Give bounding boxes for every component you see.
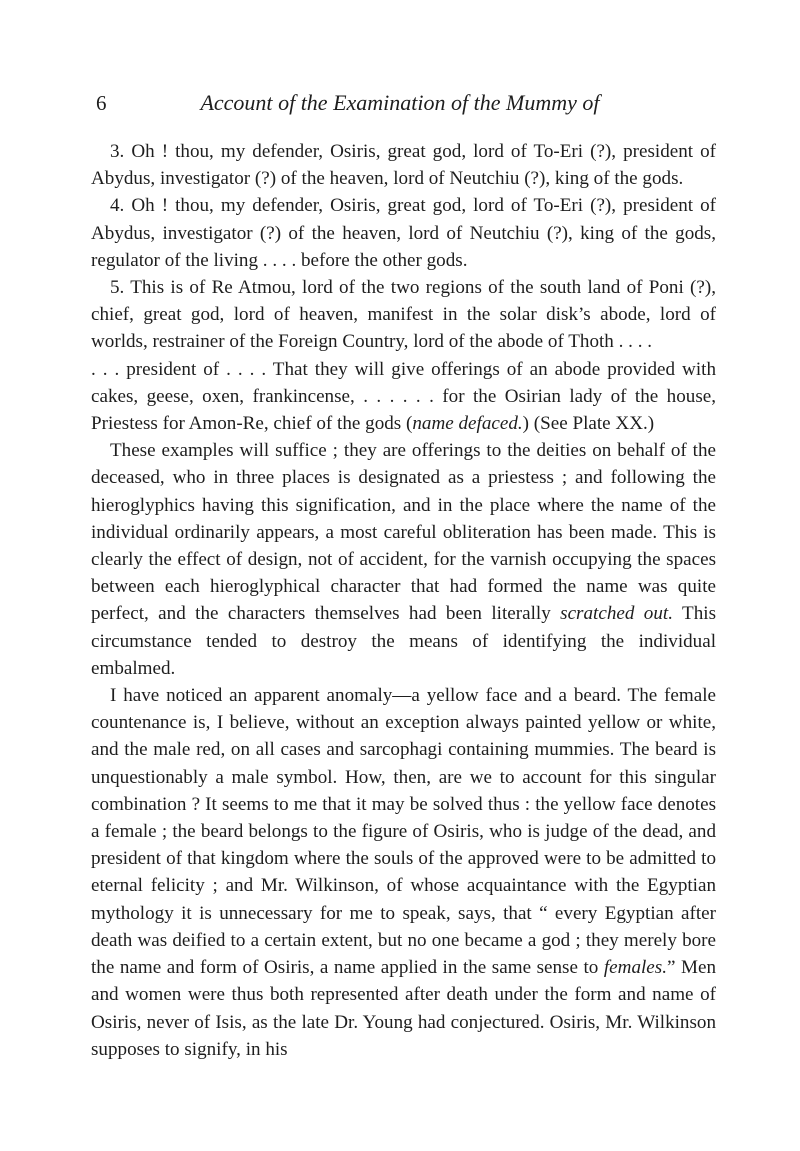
paragraph-7-part-b: ” Men and women were thus both represented after death under the form and name of Osiris, never of Isis, as the late Dr. Young had conjectured. Osiris, Mr. Wilkinson supposes to signify, in his [91, 957, 716, 1060]
running-head-part: of [445, 90, 469, 115]
paragraph-5-part-a: 5. This is of Re Atmou, lord of the two regions of the south land of Poni (?), chief, great god, lord of heaven, manifest in the solar disk’s abode, lord of worlds, restrainer of the Foreign Country, lord of the abode of Thoth . . . . [91, 277, 716, 353]
body-text [91, 138, 716, 1063]
females-emphasis: females. [603, 957, 667, 979]
paragraph-7 [91, 682, 716, 1063]
running-head-part: Account [200, 90, 279, 115]
running-head-part: the [295, 90, 334, 115]
scratched-out-emphasis: scratched out. [560, 603, 673, 625]
paragraph-5-end: ) (See Plate XX.) [522, 413, 655, 435]
running-head-part: of [278, 90, 296, 115]
running-head-part: the [468, 90, 507, 115]
name-defaced-note: name defaced. [412, 413, 523, 435]
paragraph-6-part-b: This circumstance tended to destroy the means of identifying the individual embalmed. [91, 603, 716, 679]
running-head-part: of [576, 90, 600, 115]
page-number: 6 [96, 91, 107, 115]
paragraph-5-text: . . . president of . . . . That they will give offerings of an abode provided with cakes, geese, oxen, frankincense, . . . . . . for the Osirian lady of the house, Priestess for Amon-Re, chief of the gods ( [91, 358, 716, 435]
paragraph-5-part-b [91, 356, 716, 438]
paragraph-4: 4. Oh ! thou, my defender, Osiris, great god, lord of To-Eri (?), president of Abydus, investigator (?) of the heaven, lord of Neutchiu (?), king of the gods, regulator of the living . . . . before the other gods. [91, 195, 716, 271]
running-head [100, 86, 700, 120]
paragraph-3: 3. Oh ! thou, my defender, Osiris, great god, lord of To-Eri (?), president of Abydus, investigator (?) of the heaven, lord of Neutchiu (?), king of the gods. [91, 141, 716, 190]
paragraph-6 [91, 437, 716, 682]
paragraph-5 [91, 274, 716, 437]
running-head-part: Mummy [506, 90, 577, 115]
paragraph-6-part-a: These examples will suffice ; they are offerings to the deities on behalf of the deceased, who in three places is designated as a priestess ; and following the hieroglyphics having this signification, and in the place where the name of the individual ordinarily appears, a most careful obliteration has been made. This is clearly the effect of design, not of accident, for the varnish occupying the spaces between each hieroglyphical character that had formed the name was quite perfect, and the characters themselves had been literally [91, 440, 716, 625]
running-head-part: Examination [333, 90, 446, 115]
paragraph-7-part-a: I have noticed an apparent anomaly—a yellow face and a beard. The female countenance is, I believe, without an exception always painted yellow or white, and the male red, on all cases and sarcophagi containing mummies. The beard is unquestionably a male symbol. How, then, are we to account for this singular combination ? It seems to me that it may be solved thus : the yellow face denotes a female ; the beard belongs to the figure of Osiris, who is judge of the dead, and president of that kingdom where the souls of the approved were to be admitted to eternal felicity ; and Mr. Wilkinson, of whose acquaintance with the Egyptian mythology it is unnecessary for me to speak, says, that “ every Egyptian after death was deified to a certain extent, but no one became a god ; they merely bore the name and form of Osiris, a name applied in the same sense to [91, 685, 716, 979]
page-header [0, 86, 800, 120]
